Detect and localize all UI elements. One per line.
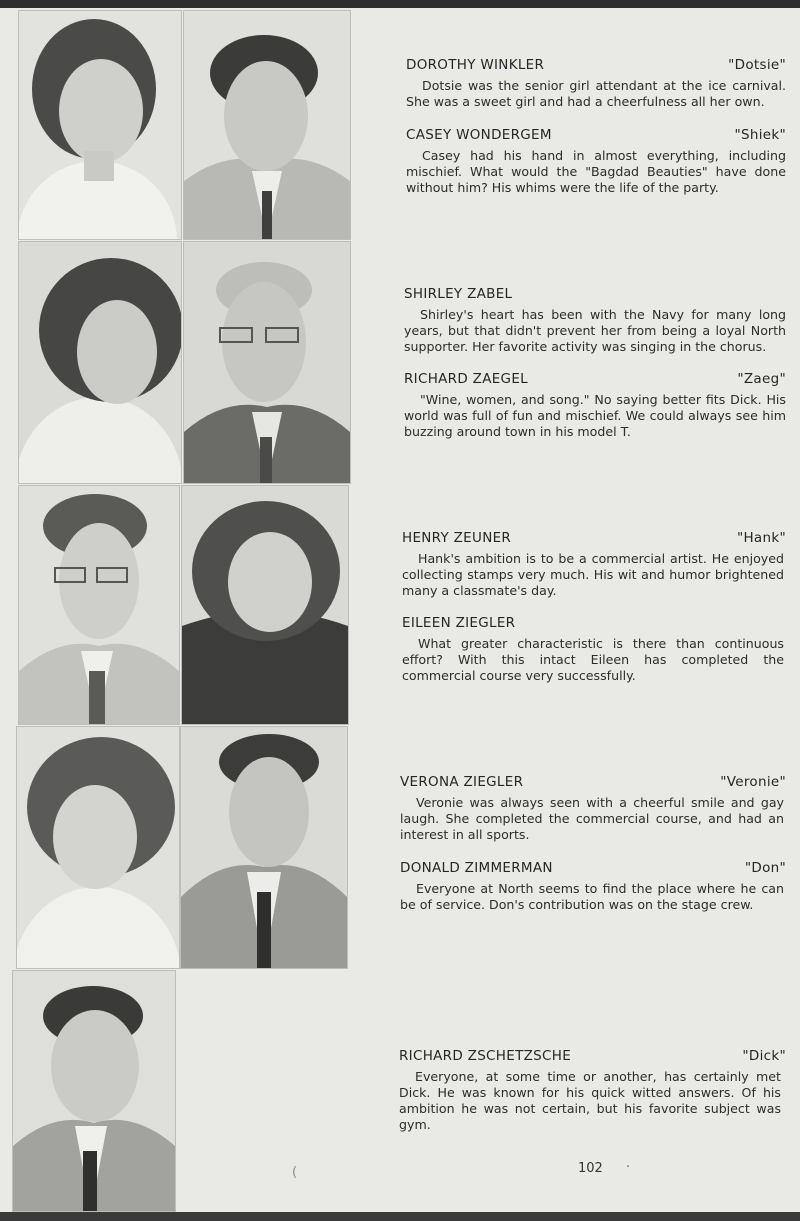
- student-bio: What greater characteristic is there than continuous effort? With this intact Eileen has completed the commercial course very successfully.: [402, 636, 784, 683]
- student-bio: Veronie was always seen with a cheerful smile and gay laugh. She completed the commercial course, and had an interest in all sports.: [400, 795, 784, 842]
- student-nickname: "Shiek": [734, 127, 786, 143]
- portrait-photo-girl: [181, 485, 349, 725]
- student-bio: Casey had his hand in almost everything, including mischief. What would the "Bagdad Beauties" have done without him? His whims were the life of the party.: [406, 148, 786, 195]
- portrait-photo-boy: [18, 485, 180, 725]
- student-bio: Everyone, at some time or another, has certainly met Dick. He was known for his quick witted answers. Of his ambition he was not certain, but his favorite subject was gym.: [399, 1069, 781, 1132]
- student-nickname: "Zaeg": [737, 371, 786, 387]
- bottom-edge: [0, 1212, 800, 1221]
- top-edge: [0, 0, 800, 8]
- print-speck: ·: [626, 1160, 631, 1175]
- student-bio: Everyone at North seems to find the place where he can be of service. Don's contribution was on the stage crew.: [400, 881, 784, 912]
- portrait-photo-girl: [18, 10, 182, 240]
- student-nickname: "Don": [744, 860, 786, 876]
- student-nickname: "Dotsie": [728, 57, 786, 73]
- portrait-photo-boy: [180, 726, 348, 969]
- student-name: EILEEN ZIEGLER: [402, 615, 516, 631]
- student-name: RICHARD ZAEGEL: [404, 371, 528, 387]
- portrait-photo-boy: [183, 241, 351, 484]
- student-bio: Hank's ambition is to be a commercial artist. He enjoyed collecting stamps very much. His wit and humor brightened many a classmate's day.: [402, 551, 784, 598]
- student-bio: Shirley's heart has been with the Navy for many long years, but that didn't prevent her from being a loyal North supporter. Her favorite activity was singing in the chorus.: [404, 307, 786, 354]
- portrait-photo-girl: [18, 241, 182, 484]
- portrait-photo-boy: [12, 970, 176, 1212]
- portrait-photo-girl: [16, 726, 180, 969]
- student-bio: Dotsie was the senior girl attendant at the ice carnival. She was a sweet girl and had a cheerfulness all her own.: [406, 78, 786, 109]
- student-bio: "Wine, women, and song." No saying better fits Dick. His world was full of fun and mischief. We could always see him buzzing around town in his model T.: [404, 392, 786, 439]
- student-nickname: "Dick": [742, 1048, 786, 1064]
- student-name: SHIRLEY ZABEL: [404, 286, 513, 302]
- student-name: VERONA ZIEGLER: [400, 774, 524, 790]
- student-name: CASEY WONDERGEM: [406, 127, 552, 143]
- student-nickname: "Veronie": [720, 774, 786, 790]
- print-mark: (: [292, 1165, 298, 1180]
- student-nickname: "Hank": [736, 530, 786, 546]
- page-number: 102: [578, 1161, 603, 1176]
- student-name: DONALD ZIMMERMAN: [400, 860, 553, 876]
- student-name: DOROTHY WINKLER: [406, 57, 545, 73]
- portrait-photo-boy: [183, 10, 351, 240]
- student-name: RICHARD ZSCHETZSCHE: [399, 1048, 572, 1064]
- student-name: HENRY ZEUNER: [402, 530, 512, 546]
